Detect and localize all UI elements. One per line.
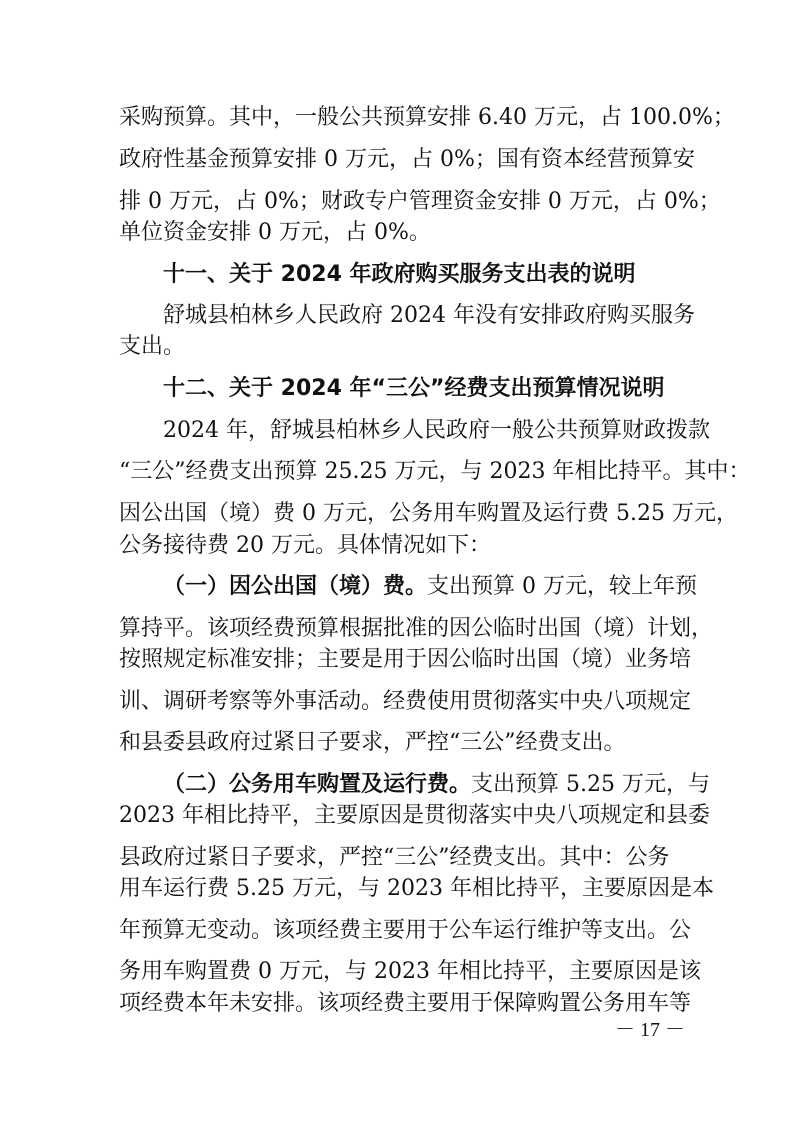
paragraph-text: 支出预算 0 万元，较上年预 bbox=[427, 574, 697, 599]
subsection-first-line bbox=[163, 573, 697, 601]
page-number: － 17 － bbox=[615, 1019, 685, 1041]
paragraph-line: 用车运行费 5.25 万元，与 2023 年相比持平，主要原因是本 bbox=[119, 876, 714, 901]
paragraph-line: 因公出国（境）费 0 万元，公务用车购置及运行费 5.25 万元， bbox=[119, 501, 738, 526]
paragraph-line: 支出。 bbox=[119, 334, 186, 359]
paragraph-line: 年预算无变动。该项经费主要用于公车运行维护等支出。公 bbox=[119, 918, 692, 943]
paragraph-line: 政府性基金预算安排 0 万元，占 0%；国有资本经营预算安 bbox=[119, 147, 695, 172]
section-heading: 十二、关于 2024 年“三公”经费支出预算情况说明 bbox=[163, 376, 665, 401]
paragraph-line: 舒城县柏林乡人民政府 2024 年没有安排政府购买服务 bbox=[163, 303, 695, 328]
paragraph-line: 单位资金安排 0 万元，占 0%。 bbox=[119, 220, 431, 245]
paragraph-line: 按照规定标准安排；主要是用于因公临时出国（境）业务培 bbox=[119, 647, 692, 672]
paragraph-text: 支出预算 5.25 万元，与 bbox=[471, 772, 710, 797]
paragraph-line: “三公”经费支出预算 25.25 万元，与 2023 年相比持平。其中： bbox=[119, 459, 751, 484]
paragraph-line: 2024 年，舒城县柏林乡人民政府一般公共预算财政拨款 bbox=[163, 418, 710, 443]
subsection-title: （一）因公出国（境）费。 bbox=[163, 574, 428, 599]
paragraph-line: 项经费本年未安排。该项经费主要用于保障购置公务用车等 bbox=[119, 991, 692, 1016]
paragraph-line: 和县委县政府过紧日子要求，严控“三公”经费支出。 bbox=[119, 730, 626, 755]
paragraph-line: 训、调研考察等外事活动。经费使用贯彻落实中央八项规定 bbox=[119, 689, 692, 714]
paragraph-line: 排 0 万元，占 0%；财政专户管理资金安排 0 万元，占 0%； bbox=[119, 189, 721, 214]
paragraph-line: 算持平。该项经费预算根据批准的因公临时出国（境）计划， bbox=[119, 616, 714, 641]
subsection-title: （二）公务用车购置及运行费。 bbox=[163, 772, 472, 797]
section-heading: 十一、关于 2024 年政府购买服务支出表的说明 bbox=[163, 262, 636, 287]
paragraph-line: 采购预算。其中，一般公共预算安排 6.40 万元，占 100.0%； bbox=[119, 105, 735, 130]
paragraph-line: 务用车购置费 0 万元，与 2023 年相比持平，主要原因是该 bbox=[119, 959, 701, 984]
paragraph-line: 2023 年相比持平，主要原因是贯彻落实中央八项规定和县委 bbox=[119, 803, 710, 828]
paragraph-line: 县政府过紧日子要求，严控“三公”经费支出。其中：公务 bbox=[119, 845, 670, 870]
subsection-first-line bbox=[163, 771, 710, 799]
paragraph-line: 公务接待费 20 万元。具体情况如下： bbox=[119, 533, 491, 558]
